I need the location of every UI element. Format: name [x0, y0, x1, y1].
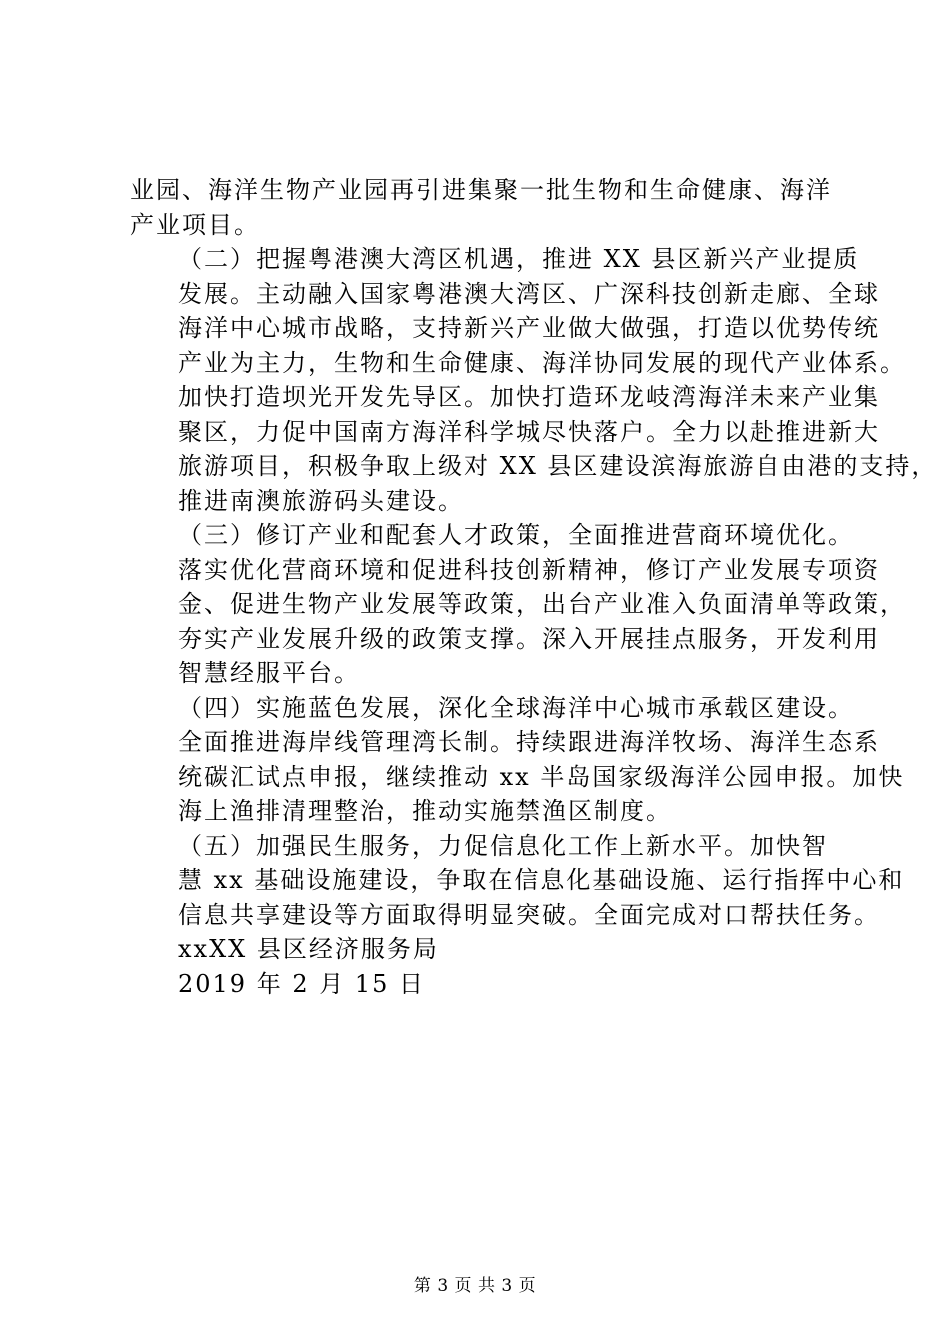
page-footer: 第 3 页 共 3 页 [413, 1276, 537, 1296]
paragraph-line: 产业为主力，生物和生命健康、海洋协同发展的现代产业体系。 [178, 348, 906, 377]
paragraph-line: 海洋中心城市战略，支持新兴产业做大做强，打造以优势传统 [178, 314, 880, 342]
paragraph-line: （二）把握粤港澳大湾区机遇，推进 XX 县区新兴产业提质 [178, 245, 860, 273]
paragraph-line: 发展。主动融入国家粤港澳大湾区、广深科技创新走廊、全球 [178, 279, 880, 308]
paragraph-line: 信息共享建设等方面取得明显突破。全面完成对口帮扶任务。 [178, 900, 880, 929]
paragraph [130, 242, 938, 518]
paragraph [130, 518, 906, 691]
paragraph-line: 统碳汇试点申报，继续推动 xx 半岛国家级海洋公园申报。加快 [178, 762, 905, 791]
paragraph-line: 业园、海洋生物产业园再引进集聚一批生物和生命健康、海洋 [130, 176, 832, 204]
paragraph-line: 慧 xx 基础设施建设，争取在信息化基础设施、运行指挥中心和 [178, 866, 905, 894]
paragraph-line: 夯实产业发展升级的政策支撑。深入开展挂点服务，开发利用 [178, 624, 880, 653]
paragraph-line: 推进南澳旅游码头建设。 [178, 486, 464, 515]
paragraph-line: 海上渔排清理整治，推动实施禁渔区制度。 [178, 797, 672, 825]
signature-date: 2019 年 2 月 15 日 [178, 969, 426, 998]
paragraph-line: （三）修订产业和配套人才政策，全面推进营商环境优化。 [178, 521, 854, 549]
paragraph-line: 全面推进海岸线管理湾长制。持续跟进海洋牧场、海洋生态系 [178, 728, 880, 756]
paragraph-line: 落实优化营商环境和促进科技创新精神，修订产业发展专项资 [178, 555, 880, 584]
paragraph-line: 旅游项目，积极争取上级对 XX 县区建设滨海旅游自由港的支持， [178, 452, 938, 480]
paragraph-line: 加快打造坝光开发先导区。加快打造环龙岐湾海洋未来产业集 [178, 383, 880, 411]
document-body [130, 173, 938, 1001]
paragraph [130, 691, 905, 829]
paragraph-line: 产业项目。 [130, 210, 260, 239]
paragraph-line: 金、促进生物产业发展等政策，出台产业准入负面清单等政策， [178, 590, 906, 618]
paragraph-line: （五）加强民生服务，力促信息化工作上新水平。加快智 [178, 831, 828, 860]
paragraph [130, 829, 905, 933]
paragraph-line: （四）实施蓝色发展，深化全球海洋中心城市承载区建设。 [178, 693, 854, 722]
paragraph-line: 聚区，力促中国南方海洋科学城尽快落户。全力以赴推进新大 [178, 417, 880, 446]
paragraph-list [130, 173, 938, 932]
paragraph-line: 智慧经服平台。 [178, 659, 360, 687]
paragraph [130, 173, 854, 242]
signature-organization: xxXX 县区经济服务局 [178, 935, 439, 963]
